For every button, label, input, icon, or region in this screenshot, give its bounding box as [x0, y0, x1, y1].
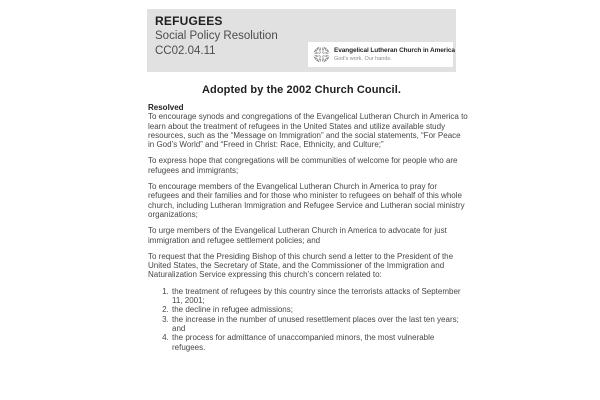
adopted-heading: Adopted by the 2002 Church Council. — [201, 84, 402, 96]
resolved-label: Resolved — [148, 103, 184, 112]
concerns-list — [148, 287, 469, 352]
list-item-admittance: 4. the process for admittance of unaccompanied minors, the most vulnerable refugees. — [171, 333, 469, 352]
paragraph-encourage-members: To encourage members of the Evangelical Lutheran Church in America to pray for refugees and their families and for those who minister to refugees on behalf of this whole church, including Lutheran Immigration and Refugee Service and Lutheran social ministry organizations; — [148, 182, 465, 219]
logo-text — [334, 47, 455, 62]
paragraph-request-bishop: To request that the Presiding Bishop of this church send a letter to the President of the United States, the Secretary of State, and the Commissioner of the Immigration and Naturalization Service expressing this church’s concern related to: — [148, 251, 454, 280]
resolution-code: CC02.04.11 — [155, 45, 216, 57]
org-name: Evangelical Lutheran Church in America — [334, 47, 455, 55]
list-item-decline: 2. the decline in refugee admissions; — [171, 305, 469, 314]
org-tagline: God’s work. Our hands. — [334, 55, 392, 62]
elca-globe-cross-icon — [313, 46, 330, 63]
elca-logo — [308, 42, 453, 67]
document-title: REFUGEES — [155, 14, 223, 28]
list-item-treatment: 1. the treatment of refugees by this country since the terrorists attacks of September 11, 2001; — [171, 287, 469, 306]
paragraph-express-hope: To express hope that congregations will be communities of welcome for people who are refugees and immigrants; — [148, 156, 458, 175]
paragraph-urge-members: To urge members of the Evangelical Lutheran Church in America to advocate for just immigration and refugee settlement policies; and — [148, 226, 447, 245]
paragraph-encourage-synods: To encourage synods and congregations of the Evangelical Lutheran Church in America to learn about the treatment of refugees in the United States and utilize available study resources, such as the “Message on Immigration” and the social statements, “For Peace in God’s World” and “Freed in Christ: Race, Ethnicity, and Culture;” — [148, 112, 468, 150]
document-subtitle: Social Policy Resolution — [155, 30, 278, 42]
resolution-body — [148, 103, 469, 352]
list-item-increase: 3. the increase in the number of unused resettlement places over the last ten years; and — [171, 315, 469, 334]
